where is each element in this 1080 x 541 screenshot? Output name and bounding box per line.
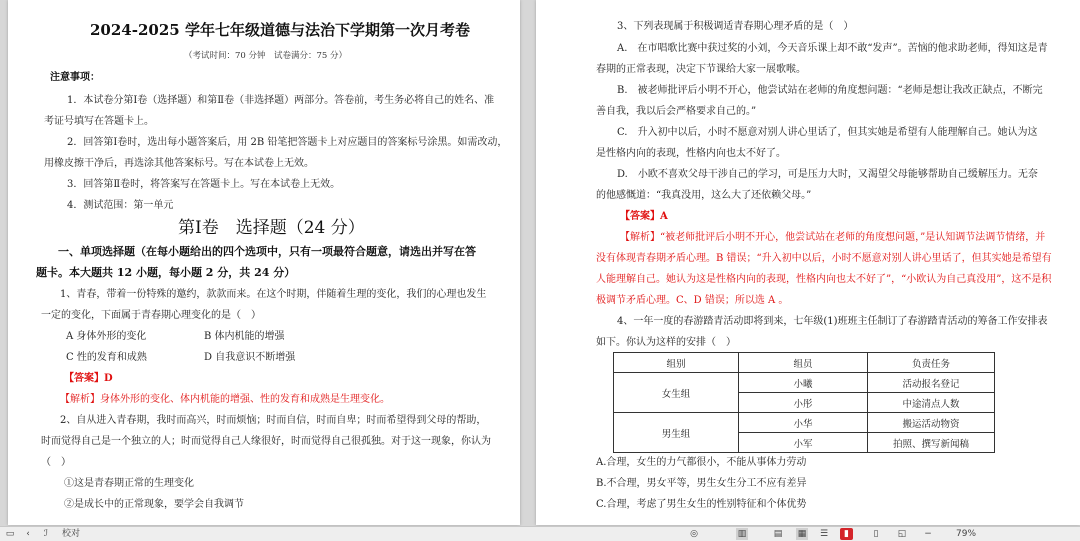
page-nav-icon[interactable]: ▭ bbox=[5, 529, 15, 539]
q2-option-2: ②是成长中的正常现象，要学会自我调节 bbox=[64, 499, 244, 510]
multi-page-icon[interactable]: ▦ bbox=[797, 529, 807, 539]
q2-stem-line1: 2、自从进入青春期，我时而高兴，时而烦恼；时而自信，时而自卑；时而希望得到父母的帮助， bbox=[60, 415, 487, 426]
notice-2-line2: 用橡皮擦干净后，再选涂其他答案标号。写在本试卷上无效。 bbox=[44, 158, 314, 169]
proofread-button[interactable]: 校对 bbox=[62, 529, 81, 539]
q4-option-a: A.合理，女生的力气都很小，不能从事体力劳动 bbox=[596, 457, 807, 468]
notice-4: 4．测试范围：第一单元 bbox=[67, 200, 174, 211]
status-bar bbox=[0, 526, 1080, 541]
q3-analysis-line4: 极调节矛盾心理。C、D 错误；所以选 A 。 bbox=[596, 295, 789, 306]
q2-option-1: ①这是青春期正常的生理变化 bbox=[64, 478, 194, 489]
web-layout-icon[interactable]: ▤ bbox=[773, 529, 783, 539]
q1-stem-line1: 1、青春，带着一份特殊的邀约，款款而来。在这个时期，伴随着生理的变化，我们的心理也发生 bbox=[60, 289, 487, 300]
q3-option-a-line1: A. 在市唱歌比赛中获过奖的小刘，今天音乐课上却不敢“发声”。苦恼的他求助老师，得知这是青 bbox=[617, 43, 1048, 54]
table-row bbox=[614, 413, 995, 433]
read-mode-icon[interactable]: ▯ bbox=[873, 529, 879, 539]
table-header-cell: 组别 bbox=[614, 353, 739, 373]
task-cell: 中途清点人数 bbox=[868, 393, 995, 413]
q4-option-c: C.合理，考虑了男生女生的性别特征和个体优势 bbox=[596, 499, 807, 510]
q1-option-c: C 性的发育和成熟 bbox=[66, 352, 147, 363]
exam-subtitle: （考试时间：70 分钟 试卷满分：75 分） bbox=[184, 51, 348, 61]
member-cell: 小军 bbox=[739, 433, 868, 453]
q3-option-b-line1: B. 被老师批评后小明不开心，他尝试站在老师的角度想问题：“老师是想让我改正缺点，不断完 bbox=[617, 85, 1043, 96]
member-cell: 小曦 bbox=[739, 373, 868, 393]
task-cell: 活动报名登记 bbox=[868, 373, 995, 393]
q1-option-b: B 体内机能的增强 bbox=[204, 331, 285, 342]
q4-stem-line1: 4、一年一度的春游踏青活动即将到来，七年级(1)班班主任制订了春游踏青活动的筹备工作安排表 bbox=[617, 316, 1048, 327]
q3-option-c-line1: C. 升入初中以后，小时不愿意对别人讲心里话了，但其实她是希望有人能理解自己。她认为这 bbox=[617, 127, 1038, 138]
part-heading-line1: 一、单项选择题（在每小题给出的四个选项中，只有一项最符合题意，请选出并写在答 bbox=[58, 245, 476, 258]
prev-page-icon[interactable]: ‹ bbox=[26, 529, 30, 539]
member-cell: 小彤 bbox=[739, 393, 868, 413]
q3-option-a-line2: 春期的正常表现，决定下节课给大家一展歌喉。 bbox=[596, 64, 806, 75]
notice-3: 3．回答第Ⅱ卷时，将答案写在答题卡上。写在本试卷上无效。 bbox=[67, 179, 341, 190]
q3-analysis-line2: 没有体现青春期矛盾心理。B 错误；“升入初中以后，小时不愿意对别人讲心里话了，但其实她是希望有 bbox=[596, 253, 1052, 264]
q1-option-d: D 自我意识不断增强 bbox=[204, 352, 296, 363]
q2-stem-line3: （ ） bbox=[41, 457, 71, 468]
pdf-icon[interactable]: ▮ bbox=[840, 528, 853, 540]
zoom-level[interactable]: 79% bbox=[956, 529, 977, 539]
section-title: 第Ⅰ卷 选择题（24 分） bbox=[178, 218, 365, 238]
q3-analysis-line3: 人能理解自己。她认为这是性格内向的表现，性格内向也太不好了”，“小欧认为自己真没用”，这不是积 bbox=[596, 274, 1052, 285]
task-assignment-table bbox=[613, 352, 995, 453]
print-layout-icon[interactable]: ▥ bbox=[737, 529, 747, 539]
table-header-cell: 负责任务 bbox=[868, 353, 995, 373]
q4-option-b: B.不合理，男女平等，男生女生分工不应有差异 bbox=[596, 478, 807, 489]
q1-analysis: 【解析】身体外形的变化、体内机能的增强、性的发育和成熟是生理变化。 bbox=[60, 394, 390, 405]
notice-2-line1: 2．回答第Ⅰ卷时，选出每小题答案后，用 2B 铅笔把答题卡上对应题目的答案标号涂黑。如需改动， bbox=[67, 137, 508, 148]
group-cell: 女生组 bbox=[614, 373, 739, 413]
protect-icon[interactable]: ◱ bbox=[897, 529, 907, 539]
group-cell: 男生组 bbox=[614, 413, 739, 453]
q1-stem-line2: 一定的变化，下面属于青春期心理变化的是（ ） bbox=[41, 310, 261, 321]
task-cell: 搬运活动物资 bbox=[868, 413, 995, 433]
q2-stem-line2: 时而觉得自己是一个独立的人；时而觉得自己人缘很好，时而觉得自己很孤独。对于这一现象，你认为 bbox=[41, 436, 491, 447]
notice-1-line1: 1．本试卷分第Ⅰ卷（选择题）和第Ⅱ卷（非选择题）两部分。答卷前，考生务必将自己的姓名、准 bbox=[67, 95, 495, 106]
notice-heading: 注意事项： bbox=[50, 72, 100, 83]
text-cursor-icon[interactable]: ℐ bbox=[43, 529, 49, 539]
q3-analysis-line1: 【解析】“被老师批评后小明不开心，他尝试站在老师的角度想问题，”是认知调节法调节情绪，并 bbox=[620, 232, 1046, 243]
q3-option-c-line2: 是性格内向的表现，性格内向也太不好了。 bbox=[596, 148, 786, 159]
q3-option-b-line2: 善自我，我以后会严格要求自己的。” bbox=[596, 106, 757, 117]
task-cell: 拍照、撰写新闻稿 bbox=[868, 433, 995, 453]
q4-stem-line2: 如下。你认为这样的安排（ ） bbox=[596, 337, 736, 348]
member-cell: 小华 bbox=[739, 413, 868, 433]
outline-icon[interactable]: ☰ bbox=[819, 529, 829, 539]
zoom-out-icon[interactable]: − bbox=[924, 529, 932, 539]
part-heading-line2: 题卡。本大题共 12 小题，每小题 2 分，共 24 分） bbox=[36, 266, 296, 279]
q1-answer: 【答案】D bbox=[64, 373, 113, 384]
table-header-row bbox=[614, 353, 995, 373]
q3-option-d-line1: D. 小欧不喜欢父母干涉自己的学习，可是压力大时，又渴望父母能够帮助自己缓解压力。无奈 bbox=[617, 169, 1038, 180]
table-row bbox=[614, 373, 995, 393]
q3-answer: 【答案】A bbox=[620, 211, 668, 222]
notice-1-line2: 考证号填写在答题卡上。 bbox=[44, 116, 154, 127]
document-page-right bbox=[536, 0, 1080, 525]
table-header-cell: 组员 bbox=[739, 353, 868, 373]
document-page-left bbox=[8, 0, 520, 525]
focus-icon[interactable]: ◎ bbox=[690, 529, 698, 539]
exam-title: 2024-2025 学年七年级道德与法治下学期第一次月考卷 bbox=[90, 21, 470, 39]
q3-stem: 3、下列表现属于积极调适青春期心理矛盾的是（ ） bbox=[617, 21, 854, 32]
q3-option-d-line2: 的他感慨道：“我真没用，这么大了还依赖父母。” bbox=[596, 190, 812, 201]
q1-option-a: A 身体外形的变化 bbox=[66, 331, 147, 342]
